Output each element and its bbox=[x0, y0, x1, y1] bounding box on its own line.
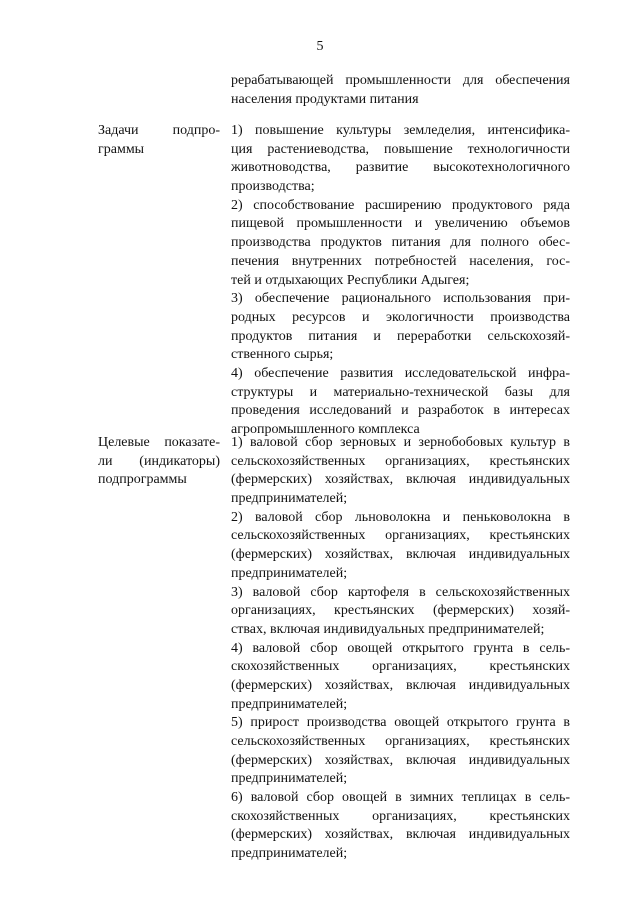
page-number: 5 bbox=[316, 39, 324, 54]
text-line: предпринимателей; bbox=[231, 565, 348, 581]
text-line: производства; bbox=[231, 179, 315, 195]
indicator-item bbox=[231, 640, 570, 715]
task-item bbox=[231, 122, 570, 197]
text-line: (фермерских) хозяйствах, включая индивидуальных bbox=[231, 752, 570, 768]
text-line: тей и отдыхающих Республики Адыгея; bbox=[231, 272, 470, 288]
text-line: 3) обеспечение рационального использования при- bbox=[231, 291, 570, 307]
text-line: предпринимателей; bbox=[231, 771, 348, 787]
label-line: подпрограммы bbox=[98, 472, 187, 488]
text-line: сельскохозяйственных организациях, крестьянских bbox=[231, 528, 570, 544]
tasks-label bbox=[98, 122, 220, 159]
text-line: сельскохозяйственных организациях, крестьянских bbox=[231, 734, 570, 749]
text-line: животноводства, развитие высокотехнологичного bbox=[231, 160, 570, 176]
label-line: Целевые показате- bbox=[98, 435, 220, 450]
text-line: пищевой промышленности и увеличению объемов bbox=[231, 216, 570, 232]
text-line: ция растениеводства, повышение технологичности bbox=[231, 141, 570, 157]
text-line: 3) валовой сбор картофеля в сельскохозяйственных bbox=[231, 584, 570, 600]
label-line: граммы bbox=[98, 141, 145, 157]
continuation-text bbox=[231, 72, 570, 109]
task-item bbox=[231, 290, 570, 365]
text-line: (фермерских) хозяйствах, включая индивидуальных bbox=[231, 547, 570, 563]
text-line: 1) повышение культуры земледелия, интенсифика- bbox=[231, 123, 570, 138]
text-line: агропромышленного комплекса bbox=[231, 422, 420, 437]
text-line: населения продуктами питания bbox=[231, 91, 419, 107]
text-line: рерабатывающей промышленности для обеспечения bbox=[231, 73, 570, 88]
task-item bbox=[231, 197, 570, 290]
text-line: структуры и материально-технической базы для bbox=[231, 384, 570, 400]
text-line: 2) валовой сбор льноволокна и пеньковолокна в bbox=[231, 509, 570, 525]
text-line: (фермерских) хозяйствах, включая индивидуальных bbox=[231, 472, 570, 488]
text-line: организациях, крестьянских (фермерских) хозяй- bbox=[231, 603, 570, 619]
indicator-item bbox=[231, 434, 570, 509]
indicator-item bbox=[231, 714, 570, 789]
indicator-item bbox=[231, 584, 570, 640]
indicators-label bbox=[98, 434, 220, 490]
task-item bbox=[231, 365, 570, 440]
indicator-item bbox=[231, 509, 570, 584]
tasks-content bbox=[231, 122, 570, 440]
text-line: предпринимателей; bbox=[231, 491, 348, 507]
text-line: проведения исследований и разработок в интересах bbox=[231, 403, 570, 419]
text-line: скохозяйственных организациях, крестьянских bbox=[231, 808, 570, 824]
indicators-content bbox=[231, 434, 570, 864]
text-line: 4) валовой сбор овощей открытого грунта в сель- bbox=[231, 640, 570, 656]
text-line: ствах, включая индивидуальных предпринимателей; bbox=[231, 621, 545, 637]
text-line: сельскохозяйственных организациях, крестьянских bbox=[231, 453, 570, 469]
text-line: производства продуктов питания для полного обес- bbox=[231, 235, 570, 251]
text-line: предпринимателей; bbox=[231, 696, 348, 712]
text-line: 6) валовой сбор овощей в зимних теплицах в сель- bbox=[231, 790, 570, 806]
label-line: ли (индикаторы) bbox=[98, 453, 220, 469]
text-line: 5) прирост производства овощей открытого грунта в bbox=[231, 715, 570, 731]
text-line: родных ресурсов и экологичности производства bbox=[231, 309, 570, 325]
text-line: (фермерских) хозяйствах, включая индивидуальных bbox=[231, 677, 570, 693]
label-line: Задачи подпро- bbox=[98, 123, 220, 138]
text-line: ственного сырья; bbox=[231, 347, 334, 363]
text-line: печения внутренних потребностей населения, гос- bbox=[231, 253, 570, 269]
text-line: 1) валовой сбор зерновых и зернобобовых культур в bbox=[231, 435, 570, 450]
indicator-item bbox=[231, 789, 570, 864]
text-line: (фермерских) хозяйствах, включая индивидуальных bbox=[231, 827, 570, 843]
text-line: продуктов питания и переработки сельскохозяй- bbox=[231, 328, 570, 344]
text-line: предпринимателей; bbox=[231, 846, 348, 862]
text-line: 4) обеспечение развития исследовательской инфра- bbox=[231, 365, 570, 381]
text-line: скохозяйственных организациях, крестьянских bbox=[231, 659, 570, 675]
text-line: 2) способствование расширению продуктового ряда bbox=[231, 197, 570, 213]
